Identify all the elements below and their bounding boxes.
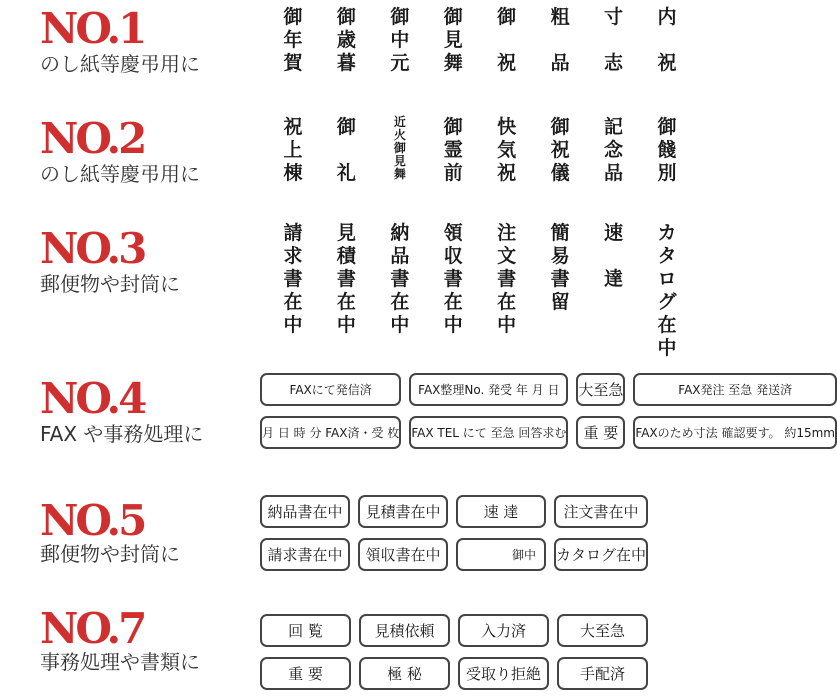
vertical-text-item: カ タ ロ グ 在 中 [657,222,677,359]
vertical-text-item: 御 霊 前 [443,116,463,184]
vertical-text-item: 御 見 舞 [443,6,463,74]
stamp-refused: 受取り拒絶 [458,657,549,690]
section-title: NO.7 [40,604,145,653]
stamp-quote-request: 見積依頼 [359,614,450,647]
vertical-text-item: 納 品 書 在 中 [390,222,410,336]
vertical-text-row [270,222,690,360]
stamp-grid [260,495,648,571]
stamp-express: 速 達 [456,495,546,528]
section-subtitle: 事務処理や書類に [40,650,200,674]
section-subtitle: のし紙等慶弔用に [40,52,200,76]
stamp-fax-size-check: FAXのため寸法 確認要す。 約15mm [633,416,837,449]
vertical-text-item: 記 念 品 [604,116,624,184]
vertical-text-item: 御 歳 暮 [336,6,356,74]
section-subtitle: 郵便物や封筒に [40,272,180,296]
vertical-text-item: 祝 上 棟 [283,116,303,184]
stamp-onchu: 御中 [456,538,546,571]
section-title: NO.3 [40,224,145,273]
stamp-receipt: 領収書在中 [358,538,448,571]
stamp-fax-received: 月 日 時 分 FAX済・受 枚 [260,416,401,449]
vertical-text-item: 粗 品 [550,6,570,74]
stamp-important: 重 要 [260,657,351,690]
stamp-order-form: 注文書在中 [554,495,648,528]
vertical-text-item: 注 文 書 在 中 [497,222,517,336]
vertical-text-item: 御 礼 [336,116,356,184]
stamp-grid [260,373,835,449]
stamp-fax-tel-reply: FAX TEL にて 至急 回答求む [409,416,568,449]
vertical-text-item: 御 年 賀 [283,6,303,74]
stamp-invoice: 請求書在中 [260,538,350,571]
vertical-text-item: 領 収 書 在 中 [443,222,463,336]
vertical-text-item: 簡 易 書 留 [550,222,570,313]
vertical-text-item: 内 祝 [657,6,677,74]
section-title: NO.5 [40,496,145,545]
stamp-urgent: 大至急 [576,373,625,406]
vertical-text-item: 寸 志 [604,6,624,74]
stamp-fax-order: FAX発注 至急 発送済 [633,373,837,406]
vertical-text-item: 近 火 御 見 舞 [393,115,406,181]
stamp-grid [260,614,648,690]
section-subtitle: のし紙等慶弔用に [40,162,200,186]
stamp-confidential: 極 秘 [359,657,450,690]
vertical-text-item: 御 餞 別 [657,116,677,184]
stamp-arranged: 手配済 [557,657,648,690]
stamp-important: 重 要 [576,416,625,449]
section-title: NO.4 [40,374,145,423]
stamp-catalog: カタログ在中 [554,538,648,571]
section-subtitle: FAX や事務処理に [40,422,204,446]
stamp-urgent: 大至急 [557,614,648,647]
vertical-text-item: 快 気 祝 [497,116,517,184]
stamp-fax-sent: FAXにて発信済 [260,373,401,406]
stamp-estimate: 見積書在中 [358,495,448,528]
vertical-text-row [270,6,690,75]
section-title: NO.1 [40,4,145,53]
vertical-text-item: 速 達 [604,222,624,290]
stamp-circulate: 回 覧 [260,614,351,647]
vertical-text-item: 請 求 書 在 中 [283,222,303,336]
vertical-text-item: 見 積 書 在 中 [336,222,356,336]
vertical-text-item: 御 中 元 [390,6,410,74]
stamp-delivery-slip: 納品書在中 [260,495,350,528]
section-subtitle: 郵便物や封筒に [40,542,180,566]
stamp-entered: 入力済 [458,614,549,647]
vertical-text-row [270,116,690,185]
vertical-text-item: 御 祝 [497,6,517,74]
stamp-fax-log: FAX整理No. 発受 年 月 日 [409,373,568,406]
section-title: NO.2 [40,114,145,163]
vertical-text-item: 御 祝 儀 [550,116,570,184]
